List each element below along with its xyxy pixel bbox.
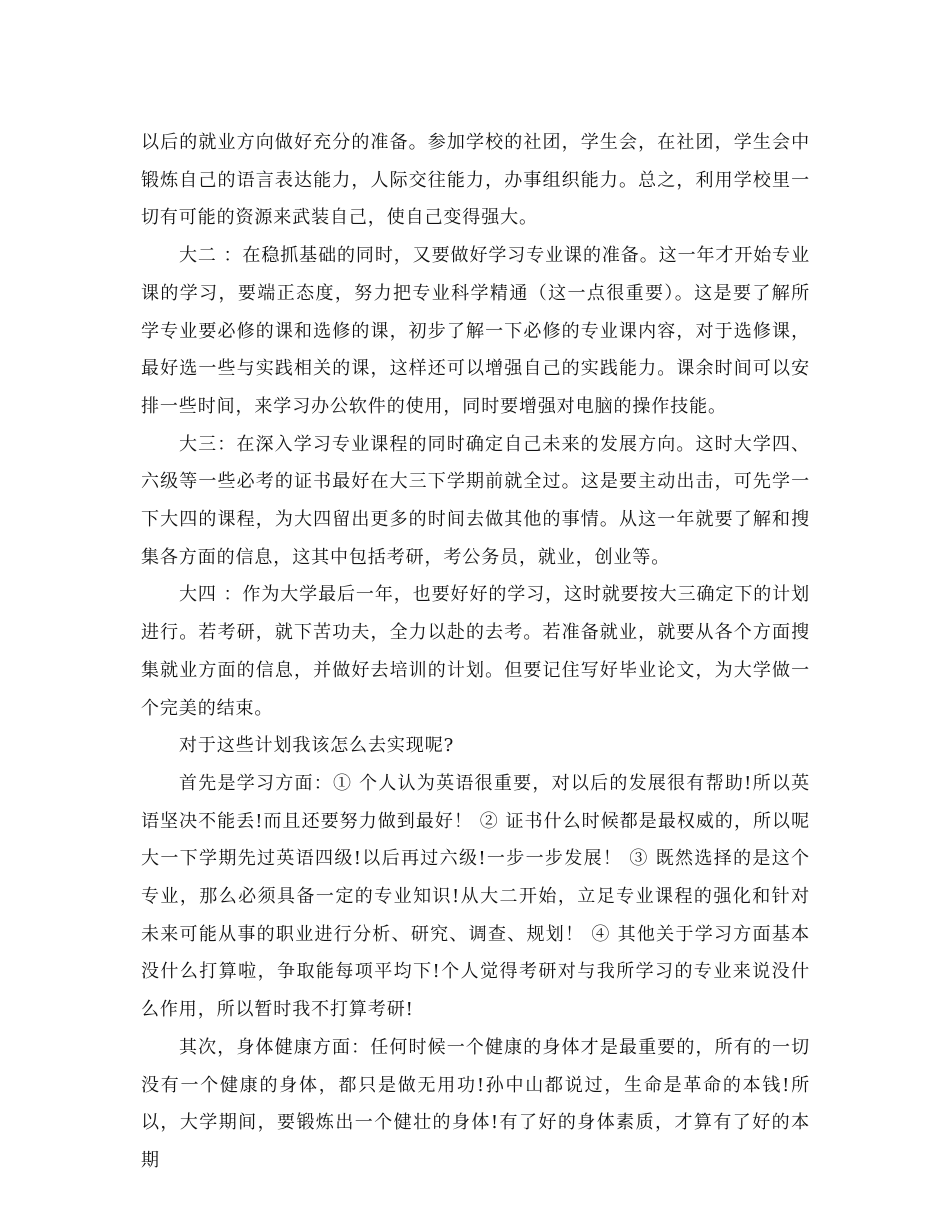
paragraph-7: 其次，身体健康方面：任何时候一个健康的身体才是最重要的，所有的一切没有一个健康的身体，都只是做无用功!孙中山都说过，生命是革命的本钱!所以，大学期间，要锻炼出一个健壮的身体!有了好的身体素质，才算有了好的本期 [141, 1036, 810, 1171]
paragraph-5: 对于这些计划我该怎么去实现呢? [179, 735, 455, 757]
paragraph-1: 以后的就业方向做好充分的准备。参加学校的社团，学生会，在社团，学生会中锻炼自己的语言表达能力，人际交往能力，办事组织能力。总之，利用学校里一切有可能的资源来武装自己，使自己变得强大。 [141, 132, 810, 229]
paragraph-3: 大三：在深入学习专业课程的同时确定自己未来的发展方向。这时大学四、六级等一些必考的证书最好在大三下学期前就全过。这是要主动出击，可先学一下大四的课程，为大四留出更多的时间去做其他的事情。从这一年就要了解和搜集各方面的信息，这其中包括考研，考公务员，就业，创业等。 [141, 433, 810, 568]
paragraph-2: 大二 ：在稳抓基础的同时，又要做好学习专业课的准备。这一年才开始专业课的学习，要端正态度，努力把专业科学精通（这一点很重要）。这是要了解所学专业要必修的课和选修的课，初步了解一下必修的专业课内容，对于选修课，最好选一些与实践相关的课，这样还可以增强自己的实践能力。课余时间可以安排一些时间，来学习办公软件的使用，同时要增强对电脑的操作技能。 [141, 245, 810, 417]
paragraph-6: 首先是学习方面：① 个人认为英语很重要，对以后的发展很有帮助!所以英语坚决不能丢!而且还要努力做到最好！ ② 证书什么时候都是最权威的，所以呢大一下学期先过英语四级!以后再过六级!一步一步发展！ ③ 既然选择的是这个专业，那么必须具备一定的专业知识!从大二开始，立足专业课程的强化和针对未来可能从事的职业进行分析、研究、调查、规划！ ④ 其他关于学习方面基本没什么打算啦，争取能每项平均下!个人觉得考研对与我所学习的专业来说没什么作用，所以暂时我不打算考研! [141, 772, 810, 1021]
paragraph-4: 大四 ：作为大学最后一年，也要好好的学习，这时就要按大三确定下的计划进行。若考研，就下苦功夫，全力以赴的去考。若准备就业，就要从各个方面搜集就业方面的信息，并做好去培训的计划。但要记住写好毕业论文，为大学做一个完美的结束。 [141, 584, 810, 719]
